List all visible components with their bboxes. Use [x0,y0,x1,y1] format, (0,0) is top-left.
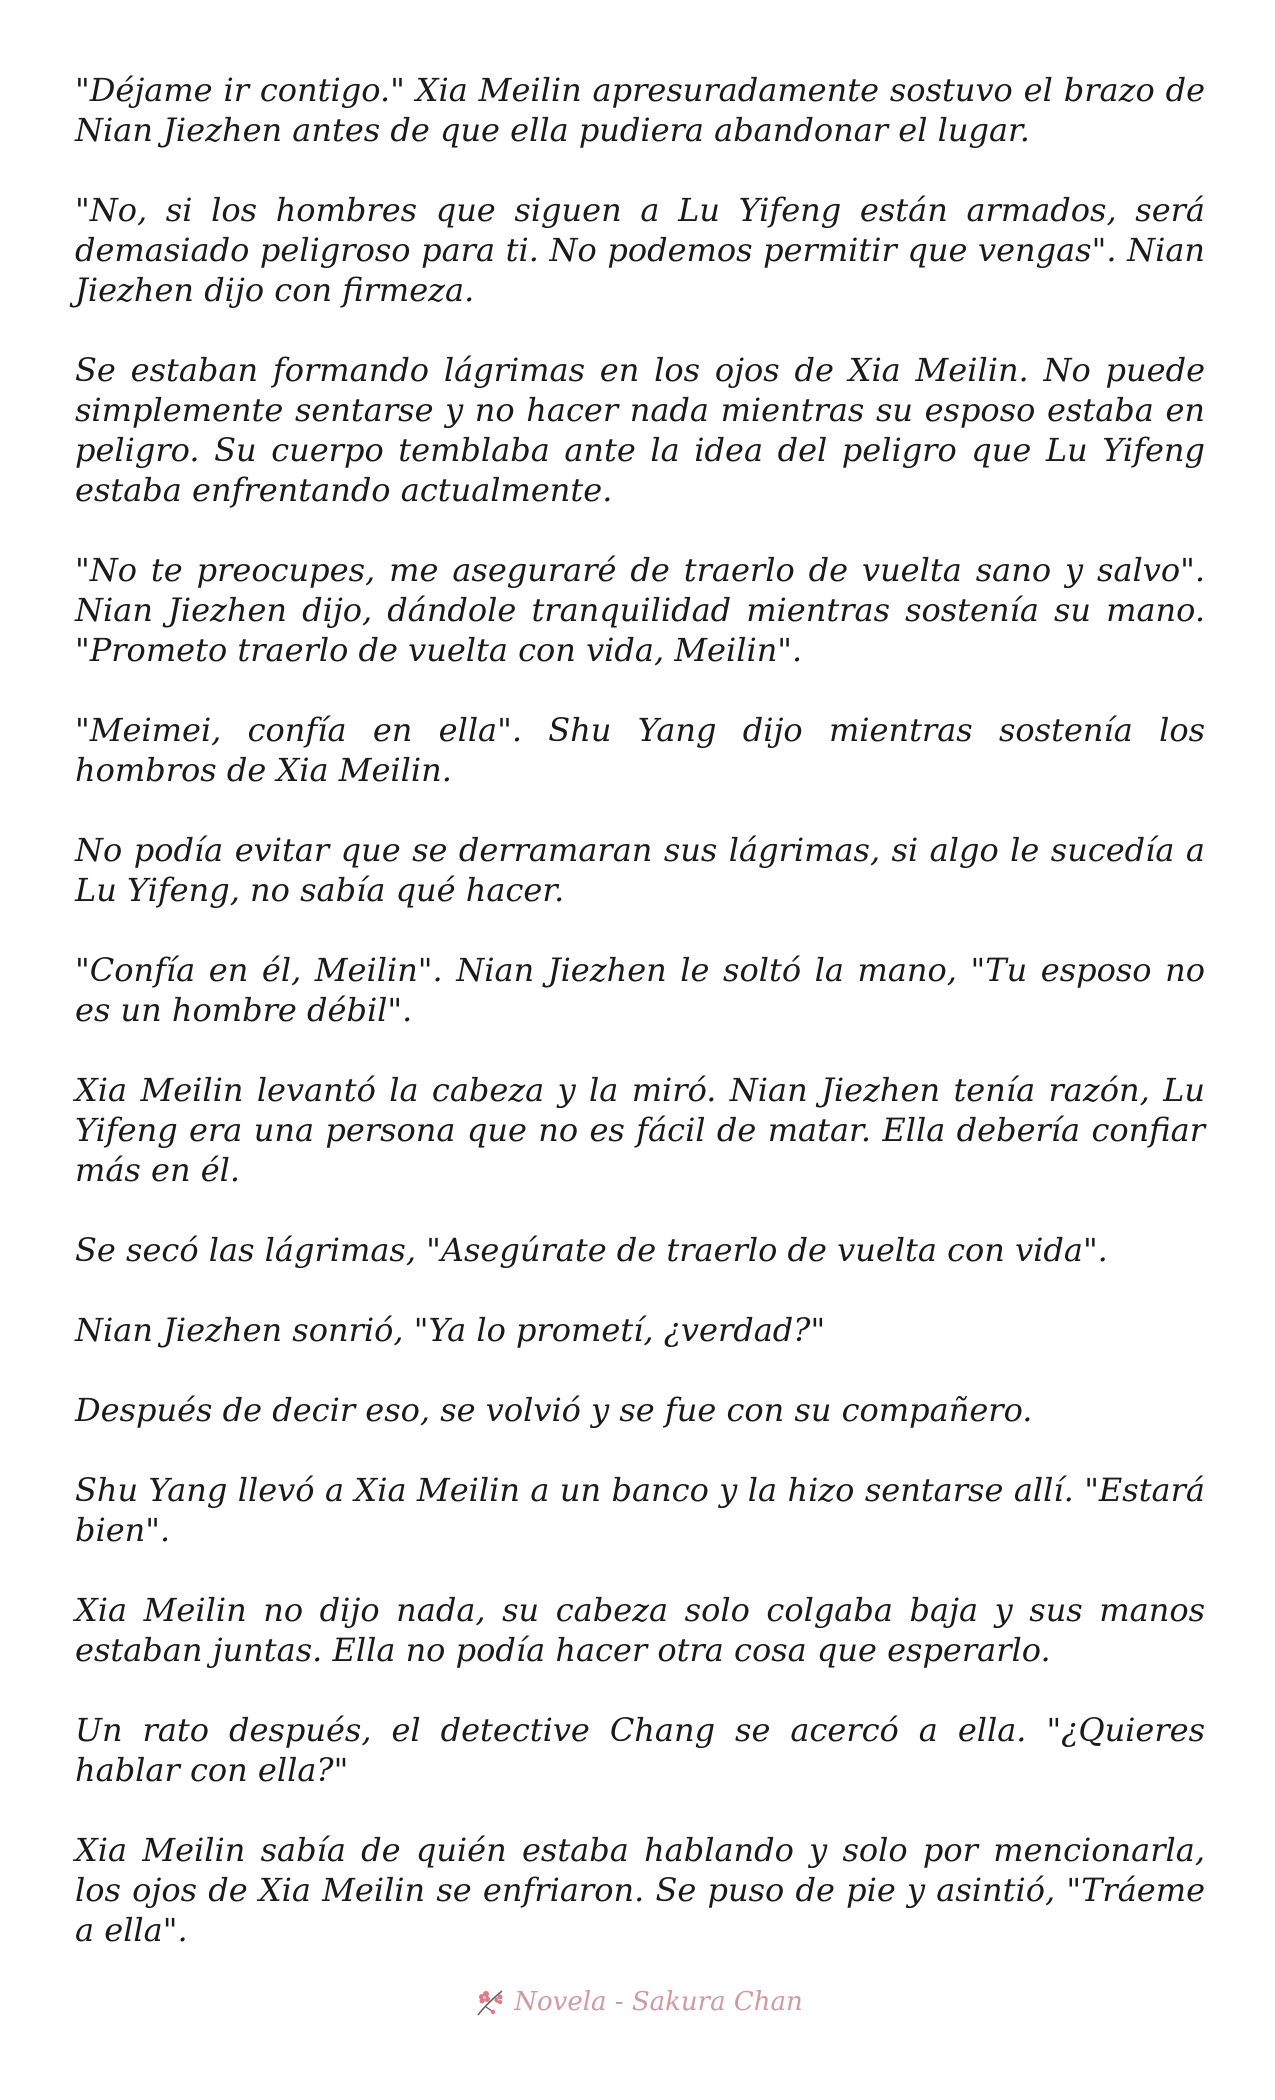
document-body [75,70,1205,1990]
paragraph: "No te preocupes, me aseguraré de traerlo de vuelta sano y salvo". Nian Jiezhen dijo, dándole tranquilidad mientras sostenía su mano. "Prometo traerlo de vuelta con vida, Meilin". [75,551,1205,669]
paragraph: "Meimei, confía en ella". Shu Yang dijo mientras sostenía los hombros de Xia Meilin. [75,711,1205,789]
paragraph: Xia Meilin no dijo nada, su cabeza solo colgaba baja y sus manos estaban juntas. Ella no podía hacer otra cosa que esperarlo. [75,1591,1205,1669]
paragraph: Se estaban formando lágrimas en los ojos de Xia Meilin. No puede simplemente sentarse y no hacer nada mientras su esposo estaba en peligro. Su cuerpo temblaba ante la idea del peligro que Lu Yifeng estaba enfrentando actualmente. [75,351,1205,509]
paragraph: Después de decir eso, se volvió y se fue con su compañero. [75,1391,1033,1429]
paragraph: Se secó las lágrimas, "Asegúrate de traerlo de vuelta con vida". [75,1231,1108,1269]
cherry-blossom-icon [472,1985,508,2019]
paragraph: "Confía en él, Meilin". Nian Jiezhen le soltó la mano, "Tu esposo no es un hombre débil". [75,951,1205,1029]
paragraph: No podía evitar que se derramaran sus lágrimas, si algo le sucedía a Lu Yifeng, no sabía qué hacer. [75,831,1205,909]
paragraph: "Déjame ir contigo." Xia Meilin apresuradamente sostuvo el brazo de Nian Jiezhen antes de que ella pudiera abandonar el lugar. [75,71,1205,149]
paragraph: Shu Yang llevó a Xia Meilin a un banco y la hizo sentarse allí. "Estará bien". [75,1471,1205,1549]
footer-watermark [0,1985,1275,2026]
paragraph: Nian Jiezhen sonrió, "Ya lo prometí, ¿verdad?" [75,1311,826,1349]
paragraph: Un rato después, el detective Chang se acercó a ella. "¿Quieres hablar con ella?" [75,1711,1205,1789]
paragraph: Xia Meilin sabía de quién estaba hablando y solo por mencionarla, los ojos de Xia Meilin se enfriaron. Se puso de pie y asintió, "Tráeme a ella". [75,1831,1205,1949]
paragraph: "No, si los hombres que siguen a Lu Yifeng están armados, será demasiado peligroso para ti. No podemos permitir que vengas". Nian Jiezhen dijo con firmeza. [75,191,1205,309]
paragraph: Xia Meilin levantó la cabeza y la miró. Nian Jiezhen tenía razón, Lu Yifeng era una persona que no es fácil de matar. Ella debería confiar más en él. [75,1071,1205,1189]
footer-text: Novela - Sakura Chan [514,1987,803,2017]
